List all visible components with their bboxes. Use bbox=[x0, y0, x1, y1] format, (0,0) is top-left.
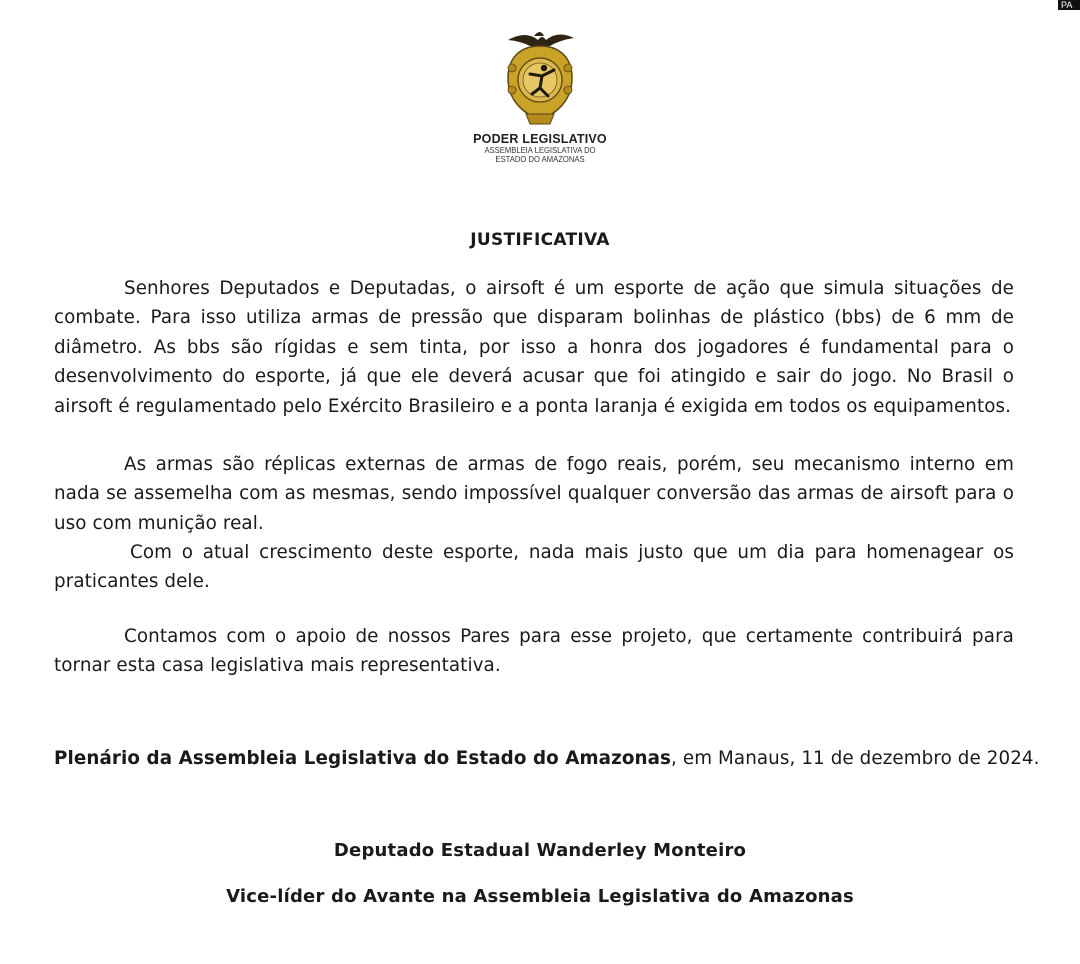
letterhead-subtitle-line1: ASSEMBLEIA LEGISLATIVA DO bbox=[484, 145, 596, 155]
paragraph-3: Com o atual crescimento deste esporte, nada mais justo que um dia para homenagear os praticantes dele. bbox=[54, 542, 1014, 593]
corner-tag: PA bbox=[1058, 0, 1080, 10]
place-date: , em Manaus, 11 de dezembro de 2024. bbox=[671, 748, 1040, 769]
signature-name: Deputado Estadual Wanderley Monteiro bbox=[333, 840, 747, 861]
paragraph-1: Senhores Deputados e Deputadas, o airsoft é um esporte de ação que simula situações de combate. Para isso utiliza armas de pressão que disparam bolinhas de plástico (bbs) de 6 mm de diâmetro. As bbs são rígidas e sem tinta, por isso a honra dos jogadores é fundamental para o desenvolvimento do esporte, já que ele deverá acusar que foi atingido e sair do jogo. No Brasil o airsoft é regulamentado pelo Exército Brasileiro e a ponta laranja é exigida em todos os equipamentos. bbox=[54, 278, 1014, 417]
letterhead-subtitle-line2: ESTADO DO AMAZONAS bbox=[495, 154, 585, 164]
paragraph-2: As armas são réplicas externas de armas de fogo reais, porém, seu mecanismo interno em nada se assemelha com as mesmas, sendo impossível qualquer conversão das armas de airsoft para o uso com munição real. bbox=[54, 454, 1014, 534]
letterhead bbox=[0, 28, 1080, 164]
document-heading: JUSTIFICATIVA bbox=[470, 230, 610, 250]
place-name: Plenário da Assembleia Legislativa do Estado do Amazonas bbox=[54, 748, 672, 769]
place-date-line bbox=[54, 744, 1040, 773]
signature-role: Vice-líder do Avante na Assembleia Legislativa do Amazonas bbox=[226, 886, 854, 907]
letterhead-title: PODER LEGISLATIVO bbox=[473, 132, 607, 146]
paragraph-4: Contamos com o apoio de nossos Pares para esse projeto, que certamente contribuirá para tornar esta casa legislativa mais representativa. bbox=[54, 626, 1014, 677]
amazonas-seal-icon bbox=[498, 28, 582, 128]
